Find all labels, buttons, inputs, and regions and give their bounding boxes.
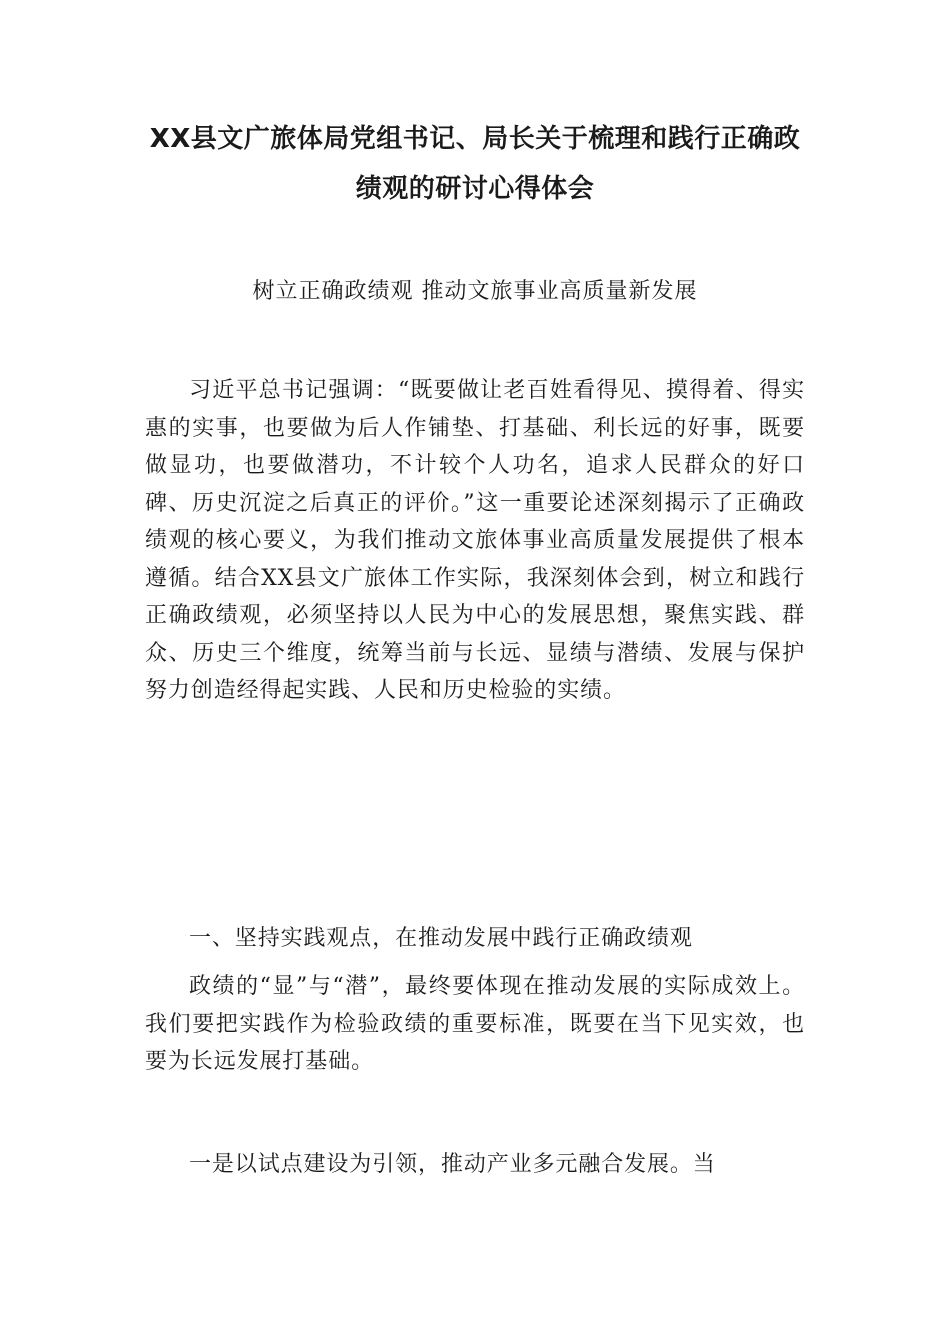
document-title: XX县文广旅体局党组书记、局长关于梳理和践行正确政绩观的研讨心得体会 <box>149 124 801 204</box>
section-1-heading: 一、坚持实践观点，在推动发展中践行正确政绩观 <box>189 926 693 951</box>
section-1-body-paragraph: 政绩的“显”与“潜”，最终要体现在推动发展的实际成效上。我们要把实践作为检验政绩的重要标准，既要在当下见实效，也要为长远发展打基础。 <box>145 974 805 1074</box>
intro-paragraph: 习近平总书记强调：“既要做让老百姓看得见、摸得着、得实惠的实事，也要做为后人作铺垫、打基础、利长远的好事，既要做显功，也要做潜功，不计较个人功名，追求人民群众的好口碑、历史沉淀之后真正的评价。”这一重要论述深刻揭示了正确政绩观的核心要义，为我们推动文旅体事业高质量发展提供了根本遵循。结合XX县文广旅体工作实际，我深刻体会到，树立和践行正确政绩观，必须坚持以人民为中心的发展思想，聚焦实践、群众、历史三个维度，统筹当前与长远、显绩与潜绩、发展与保护努力创造经得起实践、人民和历史检验的实绩。 <box>145 378 805 703</box>
document-subtitle: 树立正确政绩观 推动文旅事业高质量新发展 <box>252 279 698 304</box>
section-1-point-1-paragraph: 一是以试点建设为引领，推动产业多元融合发展。当 <box>189 1152 716 1177</box>
